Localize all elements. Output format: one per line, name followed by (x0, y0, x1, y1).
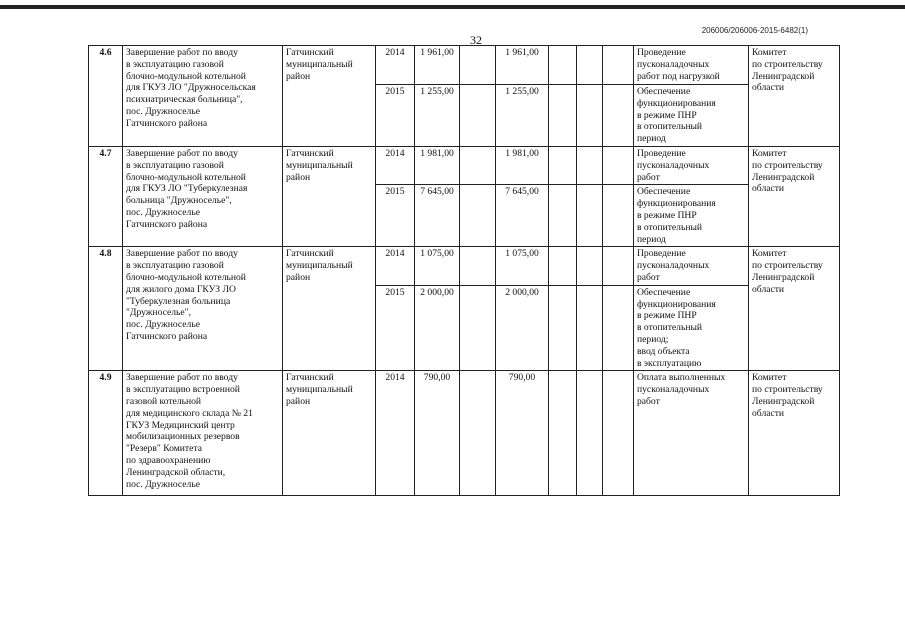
program-activities-table (88, 45, 840, 496)
empty-cell (549, 371, 577, 496)
document-id: 206006/206006-2015-6482(1) (701, 26, 808, 35)
result-cell: Обеспечение функционирования в режиме ПНР в отопительный период; ввод объекта в эксплуатацию (634, 285, 749, 371)
empty-cell (460, 285, 496, 371)
table-row (89, 147, 840, 185)
table-row (89, 247, 840, 285)
empty-cell (603, 147, 634, 185)
empty-cell (460, 85, 496, 147)
empty-cell (603, 371, 634, 496)
year-cell: 2014 (376, 371, 415, 496)
year-cell: 2014 (376, 247, 415, 285)
total-cell: 1 075,00 (415, 247, 460, 285)
result-cell: Проведение пусконаладочных работ (634, 147, 749, 185)
amount-cell: 7 645,00 (496, 185, 549, 247)
empty-cell (549, 247, 577, 285)
activity-description: Завершение работ по вводу в эксплуатацию встроенной газовой котельной для медицинского склада № 21 ГКУЗ Медицинский центр мобилизационных резервов "Резерв" Комитета по здравоохранению Ленинградской области, пос. Дружноселье (123, 371, 283, 496)
page-number: 32 (470, 33, 482, 47)
empty-cell (577, 185, 603, 247)
empty-cell (603, 46, 634, 85)
empty-cell (460, 371, 496, 496)
empty-cell (603, 85, 634, 147)
amount-cell: 790,00 (496, 371, 549, 496)
empty-cell (577, 85, 603, 147)
empty-cell (460, 247, 496, 285)
result-cell: Проведение пусконаладочных работ под нагрузкой (634, 46, 749, 85)
empty-cell (577, 371, 603, 496)
total-cell: 7 645,00 (415, 185, 460, 247)
year-cell: 2015 (376, 85, 415, 147)
empty-cell (603, 185, 634, 247)
empty-cell (549, 85, 577, 147)
total-cell: 1 981,00 (415, 147, 460, 185)
total-cell: 1 255,00 (415, 85, 460, 147)
amount-cell: 1 981,00 (496, 147, 549, 185)
amount-cell: 1 961,00 (496, 46, 549, 85)
empty-cell (460, 147, 496, 185)
year-cell: 2015 (376, 185, 415, 247)
year-cell: 2014 (376, 147, 415, 185)
table-row (89, 371, 840, 496)
result-cell: Проведение пусконаладочных работ (634, 247, 749, 285)
empty-cell (549, 185, 577, 247)
responsible-cell: Комитет по строительству Ленинградской области (749, 147, 840, 247)
amount-cell: 1 075,00 (496, 247, 549, 285)
row-number: 4.8 (89, 247, 123, 371)
empty-cell (549, 147, 577, 185)
activity-description: Завершение работ по вводу в эксплуатацию газовой блочно-модульной котельной для ГКУЗ ЛО "Туберкулезная больница "Дружноселье", пос. Дружноселье Гатчинского района (123, 147, 283, 247)
total-cell: 2 000,00 (415, 285, 460, 371)
row-number: 4.7 (89, 147, 123, 247)
amount-cell: 1 255,00 (496, 85, 549, 147)
top-border-line (0, 5, 905, 9)
empty-cell (549, 46, 577, 85)
empty-cell (577, 247, 603, 285)
row-number: 4.6 (89, 46, 123, 147)
year-cell: 2015 (376, 285, 415, 371)
total-cell: 1 961,00 (415, 46, 460, 85)
district-cell: Гатчинский муниципальный район (283, 46, 376, 147)
result-cell: Обеспечение функционирования в режиме ПНР в отопительный период (634, 185, 749, 247)
district-cell: Гатчинский муниципальный район (283, 371, 376, 496)
result-cell: Обеспечение функционирования в режиме ПНР в отопительный период (634, 85, 749, 147)
year-cell: 2014 (376, 46, 415, 85)
empty-cell (460, 46, 496, 85)
empty-cell (577, 147, 603, 185)
activity-description: Завершение работ по вводу в эксплуатацию газовой блочно-модульной котельной для жилого дома ГКУЗ ЛО "Туберкулезная больница "Дружноселье", пос. Дружноселье Гатчинского района (123, 247, 283, 371)
district-cell: Гатчинский муниципальный район (283, 247, 376, 371)
responsible-cell: Комитет по строительству Ленинградской области (749, 247, 840, 371)
empty-cell (460, 185, 496, 247)
empty-cell (577, 285, 603, 371)
empty-cell (549, 285, 577, 371)
empty-cell (603, 285, 634, 371)
table-row (89, 46, 840, 85)
amount-cell: 2 000,00 (496, 285, 549, 371)
row-number: 4.9 (89, 371, 123, 496)
district-cell: Гатчинский муниципальный район (283, 147, 376, 247)
result-cell: Оплата выполненных пусконаладочных работ (634, 371, 749, 496)
activity-description: Завершение работ по вводу в эксплуатацию газовой блочно-модульной котельной для ГКУЗ ЛО "Дружносельская психиатрическая больница", пос. Дружноселье Гатчинского района (123, 46, 283, 147)
responsible-cell: Комитет по строительству Ленинградской области (749, 371, 840, 496)
total-cell: 790,00 (415, 371, 460, 496)
empty-cell (603, 247, 634, 285)
empty-cell (577, 46, 603, 85)
responsible-cell: Комитет по строительству Ленинградской области (749, 46, 840, 147)
